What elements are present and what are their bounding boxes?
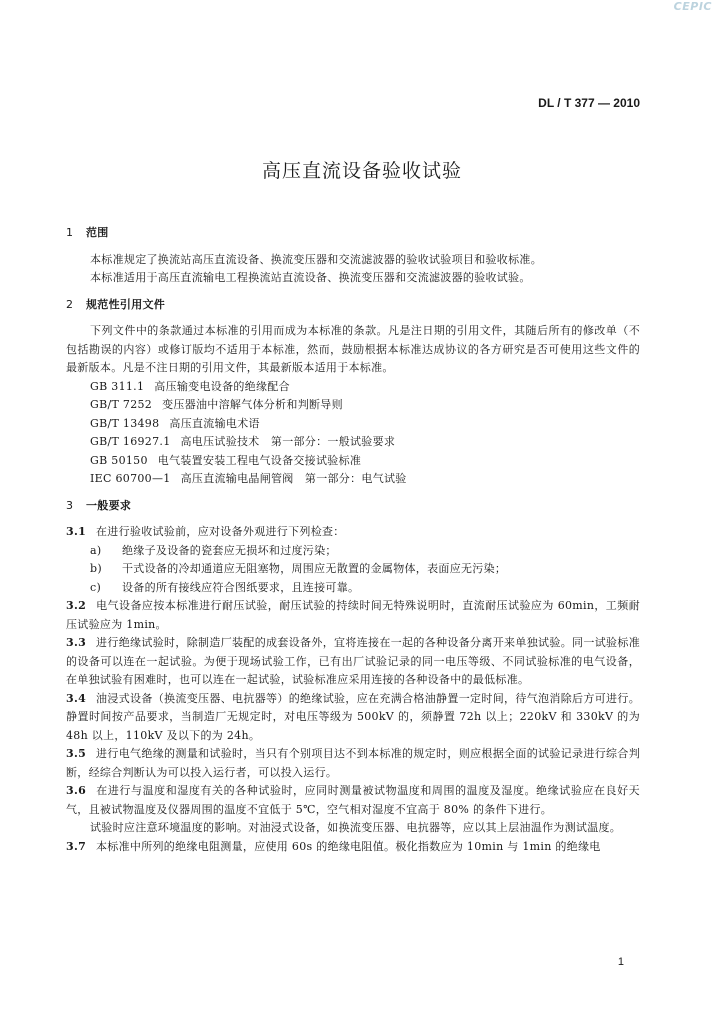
clause-text: 在进行验收试验前，应对设备外观进行下列检查：: [96, 525, 345, 538]
clause: [66, 523, 640, 542]
reference-code: GB 311.1: [90, 379, 145, 393]
reference-code: GB 50150: [90, 453, 148, 467]
reference-code: GB/T 7252: [90, 398, 153, 411]
reference-title: 变压器油中溶解气体分析和判断导则: [162, 398, 343, 411]
reference-code: GB/T 13498: [90, 416, 160, 430]
clause: [66, 838, 640, 857]
reference-title: 高压直流输电晶闸管阀 第一部分：电气试验: [180, 472, 407, 485]
list-item: [90, 415, 640, 434]
paragraph: 试验时应注意环境温度的影响。对油浸式设备，如换流变压器、电抗器等，应以其上层油温作为测试温度。: [90, 821, 622, 834]
clause-number: 3.3: [66, 636, 87, 649]
clause-text: 进行电气绝缘的测量和试验时，当只有个别项目达不到本标准的规定时，则应根据全面的试验记录进行综合判断，经综合判断认为可以投入运行者，可以投入运行。: [66, 747, 640, 779]
paragraph: 本标准规定了换流站高压直流设备、换流变压器和交流滤波器的验收试验项目和验收标准。: [90, 252, 542, 266]
clause: [66, 782, 640, 819]
reference-title: 电气装置安装工程电气设备交接试验标准: [157, 453, 362, 467]
section-title: 一般要求: [86, 498, 132, 512]
clause: [66, 690, 640, 746]
clause-text: 油浸式设备（换流变压器、电抗器等）的绝缘试验，应在充满合格油静置一定时间，待气泡消除后方可进行。静置时间按产品要求，当制造厂无规定时，对电压等级为 500kV 的，须静置 72h 以上；220kV 和 330kV 的为 48h 以上，110kV 及以下的为 24h。: [66, 691, 640, 742]
list-item: [66, 542, 640, 561]
standard-code: DL / T 377 — 2010: [538, 96, 640, 110]
list-text: 干式设备的冷却通道应无阻塞物，周围应无散置的金属物体，表面应无污染；: [122, 562, 507, 575]
page-title: 高压直流设备验收试验: [261, 160, 462, 182]
section-title: 规范性引用文件: [86, 297, 166, 311]
clause-number: 3.1: [66, 525, 87, 538]
section-number: 3: [66, 498, 74, 512]
list-text: 绝缘子及设备的瓷套应无损坏和过度污染；: [122, 543, 337, 557]
clause-number: 3.5: [66, 747, 87, 760]
section-heading-general-requirements: [66, 497, 640, 516]
list-marker: c): [90, 580, 102, 594]
page-number: 1: [617, 956, 624, 968]
clause-text: 电气设备应按本标准进行耐压试验，耐压试验的持续时间无特殊说明时，直流耐压试验应为 60min，工频耐压试验应为 1min。: [66, 599, 640, 631]
reference-title: 高电压试验技术 第一部分：一般试验要求: [180, 435, 396, 448]
reference-code: IEC 60700—1: [90, 472, 171, 485]
list-item: [90, 433, 640, 452]
section-heading-normative-references: [66, 296, 640, 315]
section-title: 范围: [86, 226, 109, 239]
paragraph: 本标准适用于高压直流输电工程换流站直流设备、换流变压器和交流滤波器的验收试验。: [90, 271, 531, 284]
cepic-watermark: CEPIC: [673, 0, 712, 13]
clause-number: 3.7: [66, 839, 87, 853]
paragraph: 下列文件中的条款通过本标准的引用而成为本标准的条款。凡是注日期的引用文件，其随后所有的修改单（不包括勘误的内容）或修订版均不适用于本标准，然而，鼓励根据本标准达成协议的各方研究是否可使用这些文件的最新版本。凡是不注日期的引用文件，其最新版本适用于本标准。: [66, 324, 640, 374]
clause: [66, 634, 640, 690]
list-text: 设备的所有接线应符合图纸要求，且连接可靠。: [122, 580, 360, 594]
section-number: 2: [66, 297, 74, 311]
list-item: [66, 579, 640, 598]
clause-text: 在进行与温度和湿度有关的各种试验时，应同时测量被试物温度和周围的温度及湿度。绝缘试验应在良好天气，且被试物温度及仪器周围的温度不宜低于 5℃，空气相对湿度不宜高于 80% 的条件下进行。: [66, 784, 640, 816]
section-number: 1: [66, 226, 74, 239]
clause-text: 进行绝缘试验时，除制造厂装配的成套设备外，宜将连接在一起的各种设备分离开来单独试验。同一试验标准的设备可以连在一起试验。为便于现场试验工作，已有出厂试验记录的同一电压等级、不同试验标准的电气设备，在单独试验有困难时，也可以连在一起试验，试验标准应采用连接的各种设备中的最低标准。: [66, 636, 640, 686]
clause-text: 本标准中所列的绝缘电阻测量，应使用 60s 的绝缘电阻值。极化指数应为 10min 与 1min 的绝缘电: [96, 839, 601, 853]
list-item: [90, 452, 640, 471]
document-body: [66, 224, 640, 856]
reference-list: [66, 378, 640, 489]
clause-number: 3.6: [66, 784, 87, 797]
clause-number: 3.2: [66, 599, 87, 612]
clause-number: 3.4: [66, 691, 87, 705]
reference-title: 高压输变电设备的绝缘配合: [154, 379, 290, 393]
reference-code: GB/T 16927.1: [90, 435, 171, 448]
section-heading-scope: [66, 224, 640, 243]
clause: [66, 745, 640, 782]
list-item: [90, 396, 640, 415]
list-item: [90, 378, 640, 397]
clause: [66, 597, 640, 634]
list-item: [66, 560, 640, 579]
reference-title: 高压直流输电术语: [169, 416, 260, 430]
list-marker: b): [90, 562, 102, 575]
list-marker: a): [90, 543, 102, 557]
list-item: [90, 470, 640, 489]
